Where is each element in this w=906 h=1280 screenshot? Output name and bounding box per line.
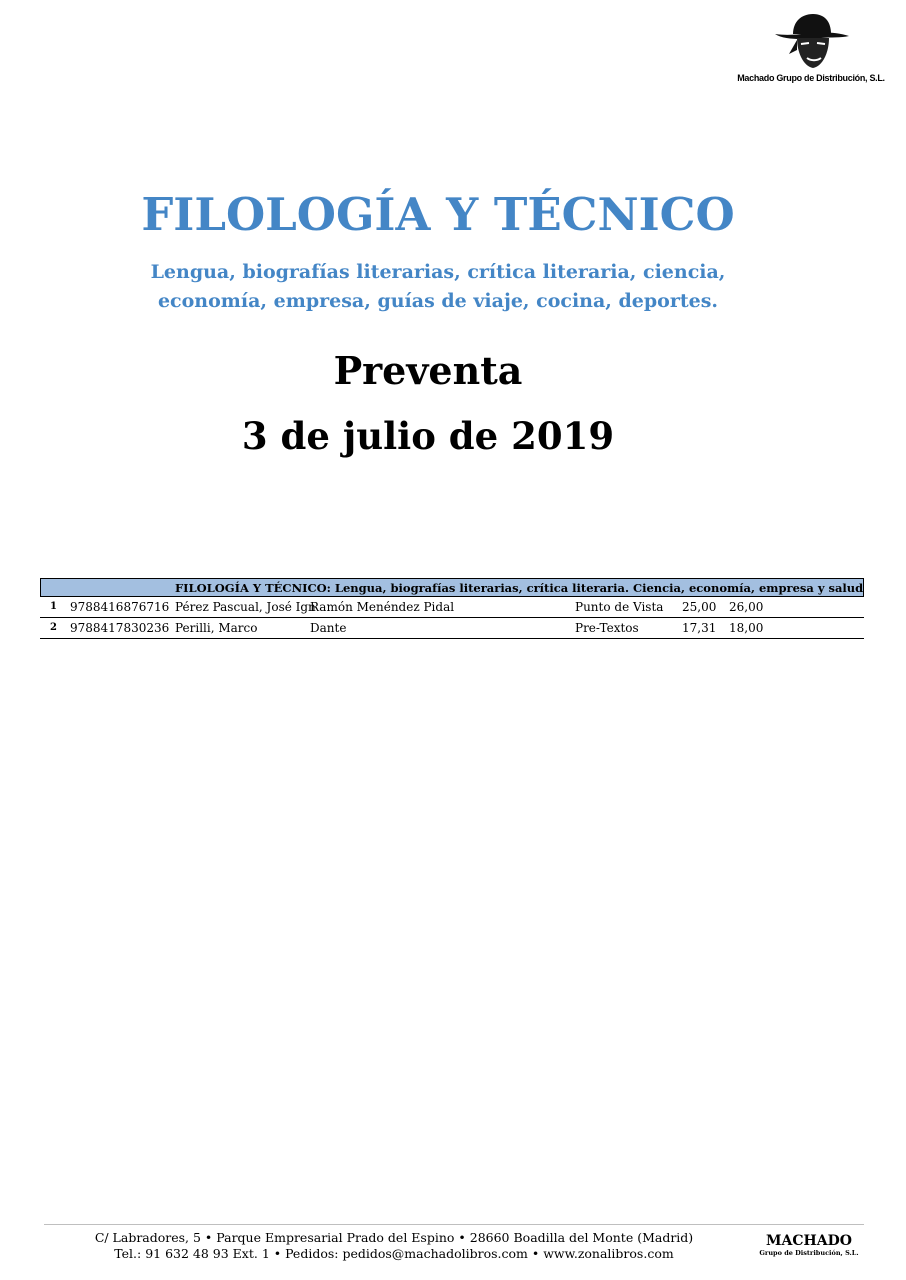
footer-brand [752,1234,866,1258]
price-with-tax-cell: 26,00 [729,600,764,614]
price-cell: 25,00 [682,600,717,614]
section-heading: Preventa [333,348,523,393]
footer-address [44,1230,744,1262]
price-with-tax-cell: 18,00 [729,621,764,635]
footer-brand-subtitle: Grupo de Distribución, S.L. [759,1249,859,1257]
author-cell: Pérez Pascual, José Ign [175,600,316,614]
table-row [40,597,864,618]
publisher-cell: Pre-Textos [575,621,639,635]
row-number: 1 [50,601,57,612]
publisher-cell: Punto de Vista [575,600,664,614]
table-row [40,618,864,639]
footer-divider [44,1224,864,1225]
footer-brand-name: MACHADO [766,1233,852,1249]
row-number: 2 [50,622,57,633]
price-cell: 17,31 [682,621,717,635]
page-subtitle [0,258,876,316]
company-logo [736,10,886,94]
author-cell: Perilli, Marco [175,621,258,635]
subtitle-line-2: economía, empresa, guías de viaje, cocina, deportes. [157,290,719,312]
presale-date: 3 de julio de 2019 [241,414,615,458]
isbn-cell: 9788416876716 [70,600,170,614]
logo-caption: Machado Grupo de Distribución, S.L. [737,73,885,83]
title-cell: Ramón Menéndez Pidal [310,600,455,614]
table-header: FILOLOGÍA Y TÉCNICO: Lengua, biografías literarias, crítica literaria. Ciencia, economía, empresa y salud [40,578,864,597]
book-table [40,578,864,639]
title-cell: Dante [310,621,347,635]
isbn-cell: 9788417830236 [70,621,170,635]
hat-face-logo-icon [771,10,851,72]
footer-contact-line: Tel.: 91 632 48 93 Ext. 1 • Pedidos: pedidos@machadolibros.com • www.zonalibros.com [114,1246,674,1261]
page-title: FILOLOGÍA Y TÉCNICO [141,188,735,241]
footer-address-line: C/ Labradores, 5 • Parque Empresarial Prado del Espino • 28660 Boadilla del Monte (Madrid) [94,1230,694,1245]
subtitle-line-1: Lengua, biografías literarias, crítica literaria, ciencia, [150,261,726,283]
